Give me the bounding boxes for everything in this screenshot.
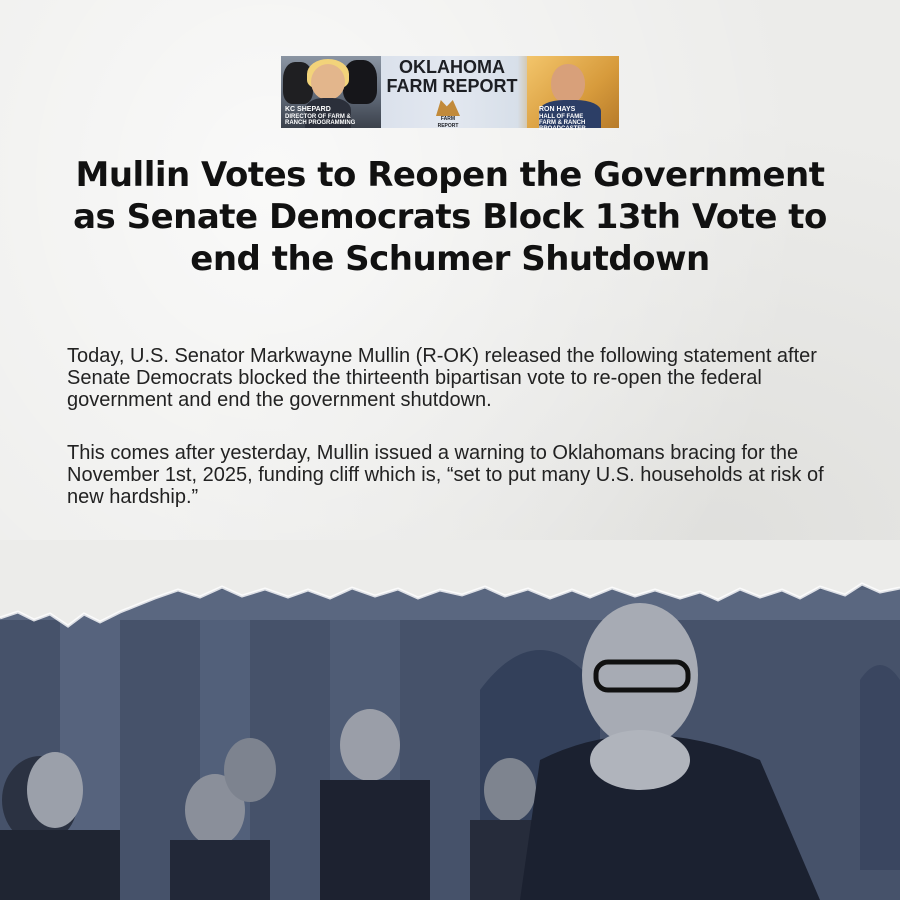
farm-report-banner <box>281 56 619 132</box>
person-body <box>320 780 430 900</box>
banner-title-line: OKLAHOMA <box>399 57 505 77</box>
logo-text: FARM REPORT <box>437 116 459 129</box>
raised-hand <box>27 752 83 828</box>
host-right-role: FARM & RANCH BROADCASTER <box>539 120 586 132</box>
person-head <box>484 758 536 822</box>
pointing-hand <box>590 730 690 790</box>
person-body <box>170 840 270 900</box>
host-left-name: KC SHEPARD <box>285 106 331 113</box>
banner-title <box>377 58 527 96</box>
host-right-caption <box>539 106 619 132</box>
banner-title-line: FARM REPORT <box>386 76 518 96</box>
host-left-role: DIRECTOR OF FARM & <box>285 114 351 120</box>
host-right-face <box>551 64 585 104</box>
host-left-caption <box>285 106 395 126</box>
person-body <box>0 830 120 900</box>
archway <box>860 665 900 870</box>
person-head <box>340 709 400 781</box>
farm-report-logo <box>431 100 465 129</box>
host-right-name: RON HAYS <box>539 106 576 113</box>
person-head <box>224 738 276 802</box>
article-paragraph-2: This comes after yesterday, Mullin issued a warning to Oklahomans bracing for the November 1st, 2025, funding cliff which is, “set to put many U.S. households at risk of new hardship.” <box>67 442 824 508</box>
torn-paper-edge <box>0 540 900 630</box>
article-paragraph-1: Today, U.S. Senator Markwayne Mullin (R-OK) released the following statement after Senate Democrats blocked the thirteenth bipartisan vote to re-open the federal government and end the government shutdown. <box>67 345 817 411</box>
host-left-role: RANCH PROGRAMMING <box>285 120 356 126</box>
host-left-face <box>311 64 345 100</box>
logo-mark-icon <box>436 100 460 116</box>
article-headline: Mullin Votes to Reopen the Government as Senate Democrats Block 13th Vote to end the Schumer Shutdown <box>73 155 827 279</box>
host-right-role: HALL OF FAME <box>539 114 584 120</box>
torn-edge-shape <box>0 540 900 626</box>
